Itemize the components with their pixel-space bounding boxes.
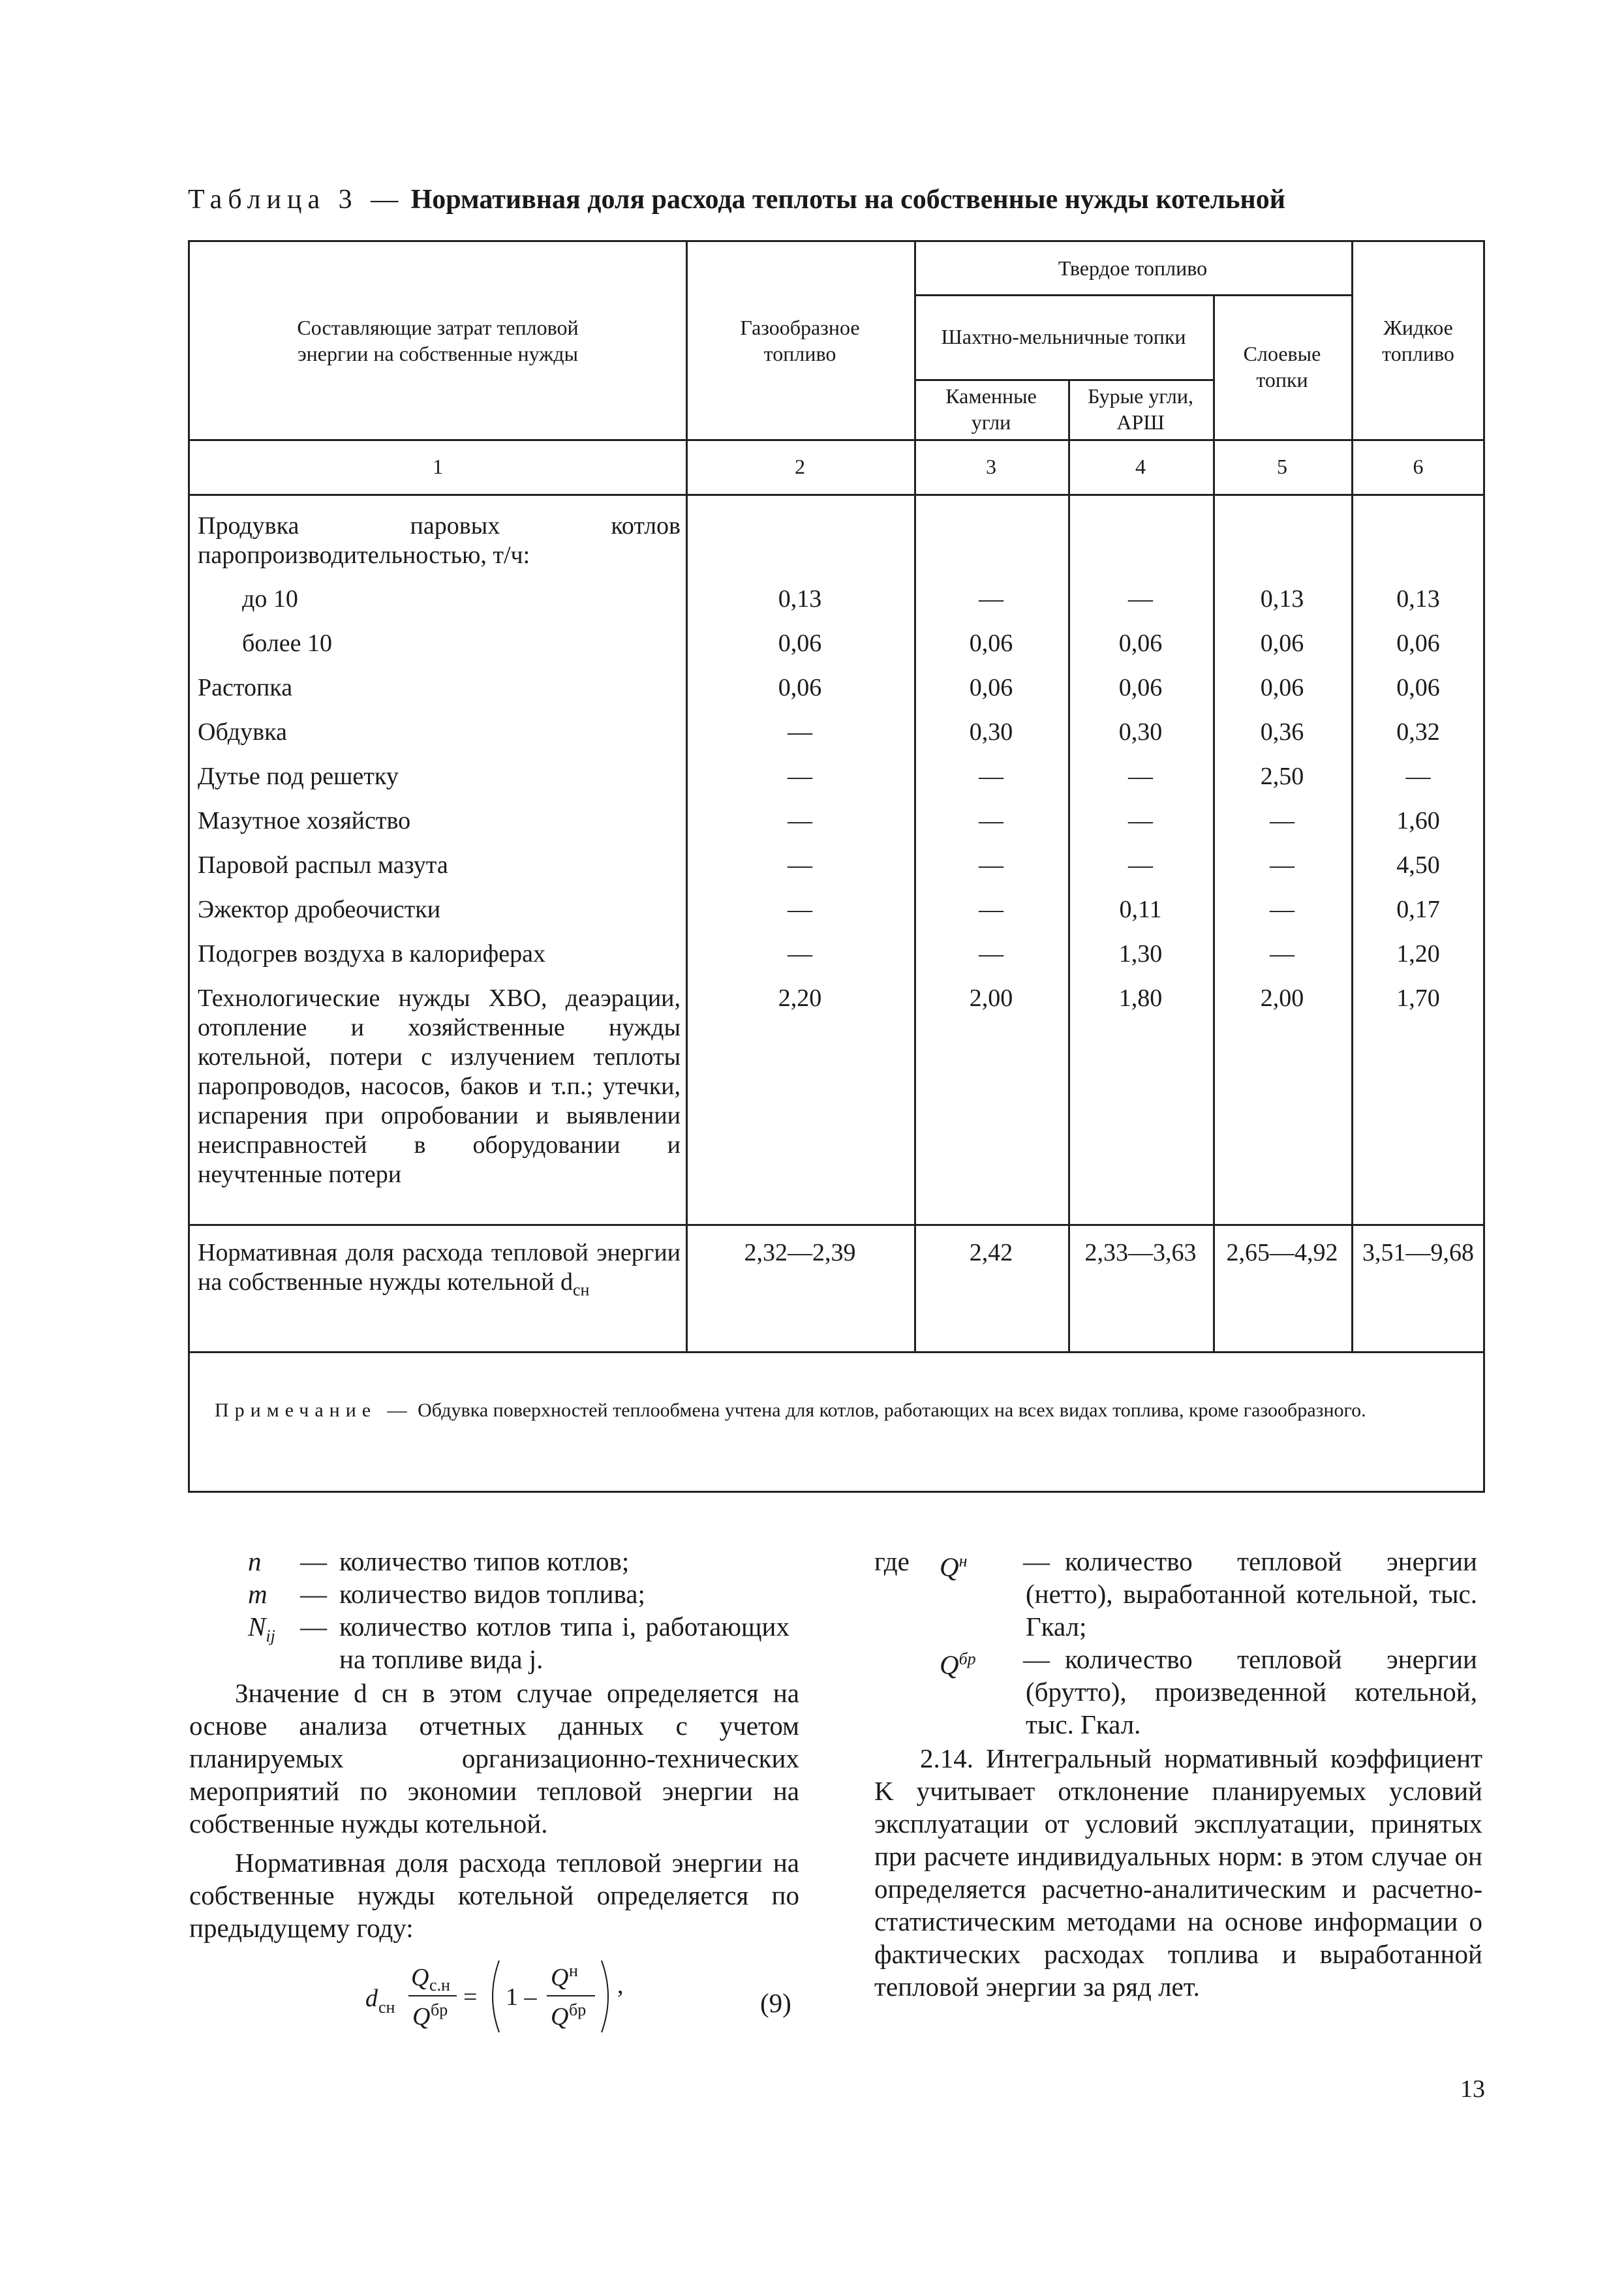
definition-item: $Q^{бр}$ — количество тепловой энергии (брутто), произведенной котельной, тыс. Гкал.	[940, 1644, 1477, 1739]
table-cell: 0,32	[1396, 718, 1440, 746]
table-caption: Нормативная доля расхода теплоты на собственные нужды котельной	[410, 185, 1285, 215]
svg-text:Q: Q	[411, 1964, 429, 1991]
table-cell: —	[788, 807, 812, 834]
note-label: Примечание —	[215, 1399, 413, 1421]
table-cell: —	[979, 807, 1004, 834]
table-cell: 0,30	[1118, 718, 1163, 746]
definition-item: n — количество типов котлов;	[248, 1546, 630, 1576]
row-label: Растопка	[198, 674, 293, 701]
row-label: Подогрев воздуха в калориферах	[198, 940, 545, 968]
row-label: до 10	[242, 585, 298, 613]
table-cell: —	[1405, 763, 1431, 790]
svg-text:=: =	[463, 1983, 478, 2011]
row-label: Мазутное хозяйство	[198, 807, 411, 834]
col-number: 6	[1413, 455, 1424, 478]
table-cell: —	[979, 585, 1004, 613]
table-cell: —	[1270, 940, 1295, 968]
svg-text:бр: бр	[431, 2000, 448, 2019]
table-cell: 0,06	[1118, 630, 1163, 657]
table-cell: 4,50	[1396, 851, 1440, 879]
table-cell: 0,11	[1119, 896, 1162, 923]
table-cell: 1,20	[1396, 940, 1440, 968]
table-cell: 0,13	[778, 585, 822, 613]
row-label: Дутье под решетку	[198, 763, 399, 790]
table-cell: 2,42	[969, 1239, 1013, 1266]
table-cell: 1,80	[1118, 985, 1163, 1012]
header-brown-coal: Бурые угли, АРШ	[1088, 384, 1193, 434]
row-label: Паровой распыл мазута	[198, 851, 448, 879]
svg-text:Q: Q	[551, 2003, 569, 2030]
table-cell: —	[1128, 585, 1153, 613]
paragraph-dsn: Значение d сн в этом случае определяется на основе анализа отчетных данных с учетом планируемых организационно-технических мероприятий по экономии тепловой энергии на собственные нужды котельной.	[189, 1678, 799, 1839]
table-label: Таблица 3 —	[188, 185, 405, 215]
table-cell: 0,30	[969, 718, 1013, 746]
table-cell: 0,06	[1118, 674, 1163, 701]
formula-9	[365, 1948, 639, 2045]
table-cell: —	[1270, 851, 1295, 879]
table-cell: 2,33—3,63	[1084, 1239, 1197, 1266]
table-cell: —	[788, 940, 812, 968]
table-cell: 0,17	[1396, 896, 1440, 923]
paragraph-norm: Нормативная доля расхода тепловой энергии на собственные нужды котельной определяется по предыдущему году:	[189, 1848, 799, 1943]
table-cell: 2,50	[1260, 763, 1304, 790]
table-cell: 1,30	[1118, 940, 1163, 968]
svg-text:1 –: 1 –	[506, 1983, 537, 2011]
table-cell: —	[788, 851, 812, 879]
row-label: Обдувка	[198, 718, 287, 746]
svg-text:сн: сн	[378, 1998, 395, 2017]
table-cell: 2,00	[1260, 985, 1304, 1012]
header-gas: Газообразное топливо	[740, 316, 860, 365]
note-text: Обдувка поверхностей теплообмена учтена для котлов, работающих на всех видах топлива, кроме газообразного.	[418, 1399, 1366, 1421]
table-cell: —	[788, 763, 812, 790]
header-components: Составляющие затрат тепловой энергии на собственные нужды	[297, 316, 579, 365]
table-note	[215, 1397, 1467, 1424]
svg-text:с.н: с.н	[429, 1976, 450, 1994]
col-number: 1	[433, 455, 443, 478]
paragraph-2-14: 2.14. Интегральный нормативный коэффициент K учитывает отклонение планируемых условий эксплуатации от условий эксплуатации, принятых при расчете индивидуальных норм: в этом случае он определяется расчетно-аналитическим и расчетно-статистическим методами на основе информации о фактических расходах топлива и выработанной тепловой энергии за ряд лет.	[874, 1743, 1482, 2002]
table-cell: 0,06	[1260, 674, 1304, 701]
table-cell: —	[1128, 807, 1153, 834]
header-solid-fuel: Твердое топливо	[1058, 256, 1208, 280]
svg-text:,: ,	[617, 1972, 624, 1999]
table-cell: 0,06	[1396, 674, 1440, 701]
col-number: 3	[986, 455, 996, 478]
row-label: Эжектор дробеочистки	[198, 896, 441, 923]
table-cell: 3,51—9,68	[1362, 1239, 1474, 1266]
norms-table	[188, 240, 1485, 1493]
table-cell: 2,32—2,39	[744, 1239, 856, 1266]
table-cell: —	[979, 763, 1004, 790]
svg-text:Q: Q	[412, 2003, 431, 2030]
row-label-total: Нормативная доля расхода тепловой энергии на собственные нужды котельной $d_{сн}$	[198, 1239, 681, 1300]
svg-text:Q: Q	[551, 1964, 569, 1991]
formula-number: (9)	[760, 1988, 791, 2018]
table-cell: —	[1128, 851, 1153, 879]
table-cell: 0,06	[1260, 630, 1304, 657]
col-number: 4	[1135, 455, 1146, 478]
table-cell: 0,06	[778, 674, 822, 701]
table-cell: 0,36	[1260, 718, 1304, 746]
row-label: Продувка паровых котлов паропроизводительностью, т/ч:	[198, 512, 681, 569]
row-label: более 10	[242, 630, 333, 657]
page-number: 13	[1460, 2075, 1485, 2103]
svg-text:бр: бр	[569, 2000, 587, 2019]
table-cell: —	[979, 896, 1004, 923]
table-cell: 0,06	[778, 630, 822, 657]
table-cell: —	[788, 896, 812, 923]
table-cell: —	[979, 940, 1004, 968]
table-cell: —	[788, 718, 812, 746]
table-cell: 2,65—4,92	[1226, 1239, 1338, 1266]
header-layer-furnace: Слоевые топки	[1243, 342, 1321, 391]
col-number: 2	[795, 455, 805, 478]
table-cell: 0,06	[969, 674, 1013, 701]
table-cell: —	[1270, 807, 1295, 834]
table-cell: 1,70	[1396, 985, 1440, 1012]
table-cell: —	[1128, 763, 1153, 790]
table-cell: 2,00	[969, 985, 1013, 1012]
table-hline	[190, 1351, 1485, 1353]
svg-text:н: н	[569, 1961, 578, 1980]
definition-item: m — количество видов топлива;	[248, 1579, 645, 1609]
col-number: 5	[1277, 455, 1287, 478]
table-cell: 0,13	[1396, 585, 1440, 613]
table-cell: 1,60	[1396, 807, 1440, 834]
row-label: Технологические нужды ХВО, деаэрации, отопление и хозяйственные нужды котельной, потери с излучением теплоты паропроводов, насосов, баков и т.п.; утечки, испарения при опробовании и выявлении неисправностей в оборудовании и неучтенные потери	[198, 985, 681, 1188]
table-cell: —	[1270, 896, 1295, 923]
variable-definitions-right	[874, 1545, 1488, 1741]
table-title	[188, 184, 1460, 215]
definition-item: $N_{ij}$ — количество котлов типа i, работающих на топливе вида j.	[248, 1612, 789, 1674]
table-cell: 0,06	[969, 630, 1013, 657]
table-cell: 0,06	[1396, 630, 1440, 657]
table-cell: 2,20	[778, 985, 822, 1012]
table-hline	[190, 1224, 1485, 1226]
svg-text:d: d	[365, 1985, 378, 2012]
header-stone-coal: Каменные угли	[945, 384, 1037, 434]
table-cell: —	[979, 851, 1004, 879]
header-shaft-mill: Шахтно-мельничные топки	[941, 325, 1186, 348]
variable-definitions-left	[248, 1545, 809, 1675]
definition-item: где $Q^н$ — количество тепловой энергии (нетто), выработанной котельной, тыс. Гкал;	[874, 1546, 1477, 1642]
table-hline	[190, 494, 1485, 496]
header-liquid: Жидкое топливо	[1382, 316, 1454, 365]
table-cell: 0,13	[1260, 585, 1304, 613]
